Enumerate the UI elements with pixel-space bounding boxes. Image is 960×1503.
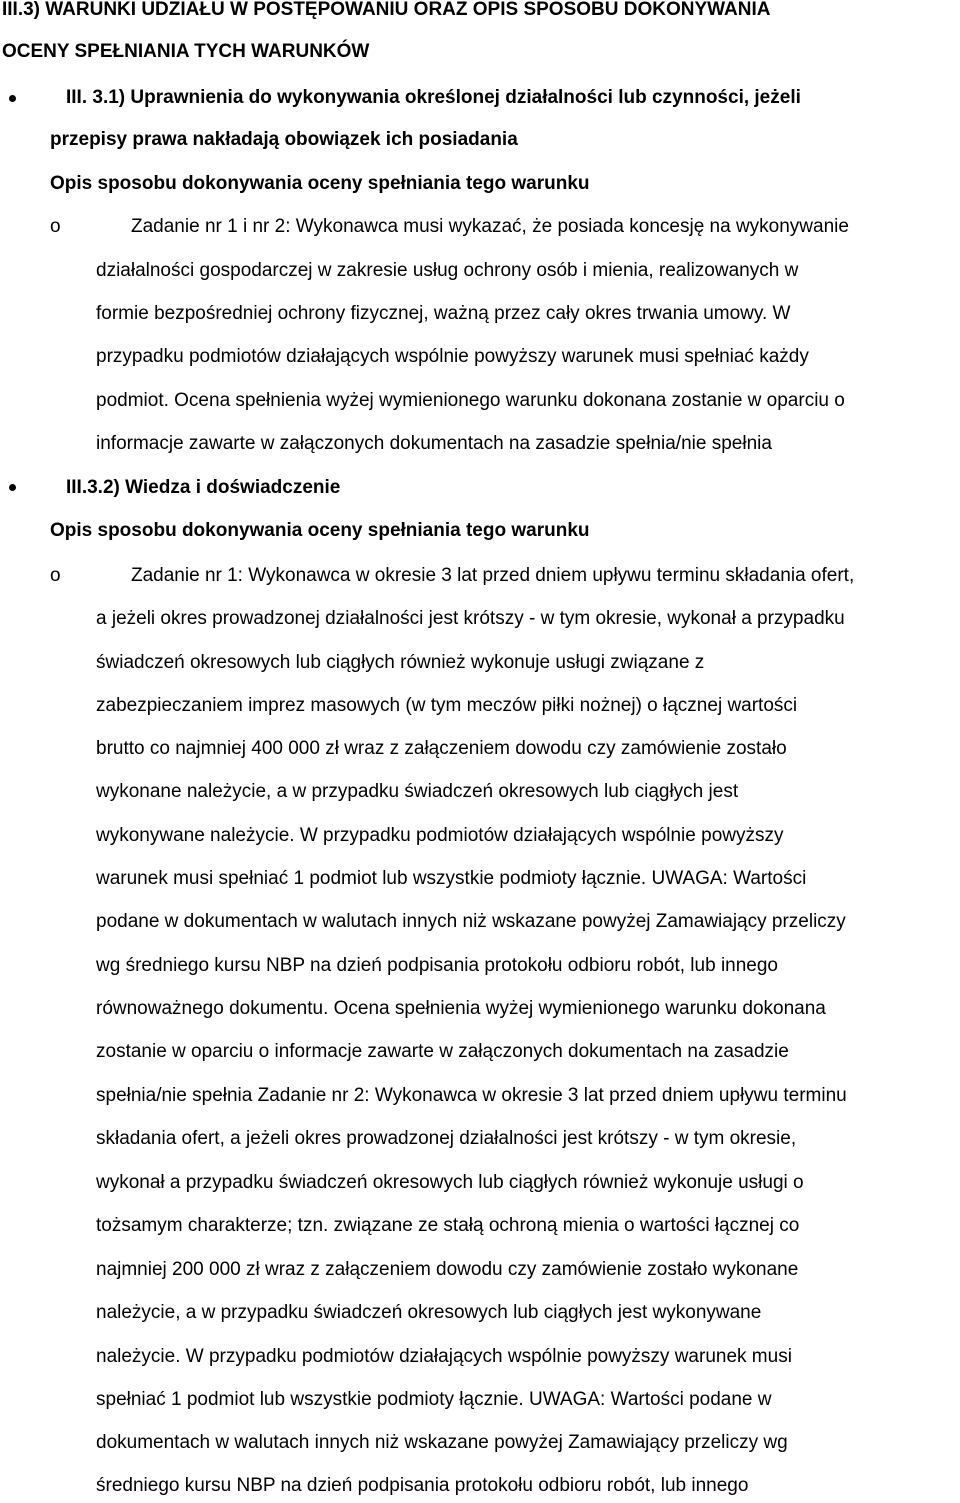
item2-line: tożsamym charakterze; tzn. związane ze stałą ochroną mienia o wartości łącznej co [96,1215,800,1236]
item1-line: podmiot. Ocena spełnienia wyżej wymienionego warunku dokonana zostanie w oparciu o [96,390,845,411]
item2-line: należycie, a w przypadku świadczeń okresowych lub ciągłych jest wykonywane [96,1302,762,1323]
item2-line: świadczeń okresowych lub ciągłych również wykonuje usługi związane z [96,652,705,673]
item2-line: wykonał a przypadku świadczeń okresowych lub ciągłych również wykonuje usługi o [96,1172,804,1193]
item2-line: wg średniego kursu NBP na dzień podpisania protokołu odbioru robót, lub innego [96,955,778,976]
item1-heading-line-1: III. 3.1) Uprawnienia do wykonywania określonej działalności lub czynności, jeżeli [66,87,801,108]
item2-line: równoważnego dokumentu. Ocena spełnienia wyżej wymienionego warunku dokonana [96,998,826,1019]
item2-line: spełniać 1 podmiot lub wszystkie podmioty łącznie. UWAGA: Wartości podane w [96,1389,772,1410]
item1-subheading: Opis sposobu dokonywania oceny spełniania tego warunku [50,173,590,194]
item2-line: średniego kursu NBP na dzień podpisania protokołu odbioru robót, lub innego [96,1475,749,1496]
circle-marker-icon: o [50,565,61,586]
item2-line: najmniej 200 000 zł wraz z załączeniem dowodu czy zamówienie zostało wykonane [96,1259,799,1280]
item2-line: zostanie w oparciu o informacje zawarte w załączonych dokumentach na zasadzie [96,1041,789,1062]
item2-heading: III.3.2) Wiedza i doświadczenie [66,477,341,498]
bullet-icon [9,484,16,491]
item2-line: a jeżeli okres prowadzonej działalności jest krótszy - w tym okresie, wykonał a przypadku [96,608,845,629]
item2-line: należycie. W przypadku podmiotów działających wspólnie powyższy warunek musi [96,1346,792,1367]
item2-line: warunek musi spełniać 1 podmiot lub wszystkie podmioty łącznie. UWAGA: Wartości [96,868,807,889]
item2-subheading: Opis sposobu dokonywania oceny spełniania tego warunku [50,520,590,541]
item2-line: dokumentach w walutach innych niż wskazane powyżej Zamawiający przeliczy wg [96,1432,788,1453]
section-title-line-1: III.3) WARUNKI UDZIAŁU W POSTĘPOWANIU ORAZ OPIS SPOSOBU DOKONYWANIA [2,0,771,20]
item2-line: składania ofert, a jeżeli okres prowadzonej działalności jest krótszy - w tym okresie, [96,1128,797,1149]
item2-line: podane w dokumentach w walutach innych niż wskazane powyżej Zamawiający przeliczy [96,911,846,932]
item1-line: Zadanie nr 1 i nr 2: Wykonawca musi wykazać, że posiada koncesję na wykonywanie [131,216,849,237]
item1-line: działalności gospodarczej w zakresie usług ochrony osób i mienia, realizowanych w [96,260,799,281]
item1-line: przypadku podmiotów działających wspólnie powyższy warunek musi spełniać każdy [96,346,809,367]
item2-line: zabezpieczaniem imprez masowych (w tym meczów piłki nożnej) o łącznej wartości [96,695,798,716]
item2-line: Zadanie nr 1: Wykonawca w okresie 3 lat przed dniem upływu terminu składania ofert, [131,565,855,586]
item1-line: formie bezpośredniej ochrony fizycznej, ważną przez cały okres trwania umowy. W [96,303,791,324]
item1-heading-line-2: przepisy prawa nakładają obowiązek ich posiadania [50,129,518,150]
item2-line: wykonywane należycie. W przypadku podmiotów działających wspólnie powyższy [96,825,784,846]
item2-line: spełnia/nie spełnia Zadanie nr 2: Wykonawca w okresie 3 lat przed dniem upływu terminu [96,1085,847,1106]
item2-line: wykonane należycie, a w przypadku świadczeń okresowych lub ciągłych jest [96,781,739,802]
item2-line: brutto co najmniej 400 000 zł wraz z załączeniem dowodu czy zamówienie zostało [96,738,787,759]
bullet-icon [9,95,16,102]
section-title-line-2: OCENY SPEŁNIANIA TYCH WARUNKÓW [2,41,370,62]
circle-marker-icon: o [50,216,61,237]
item1-line: informacje zawarte w załączonych dokumentach na zasadzie spełnia/nie spełnia [96,433,772,454]
